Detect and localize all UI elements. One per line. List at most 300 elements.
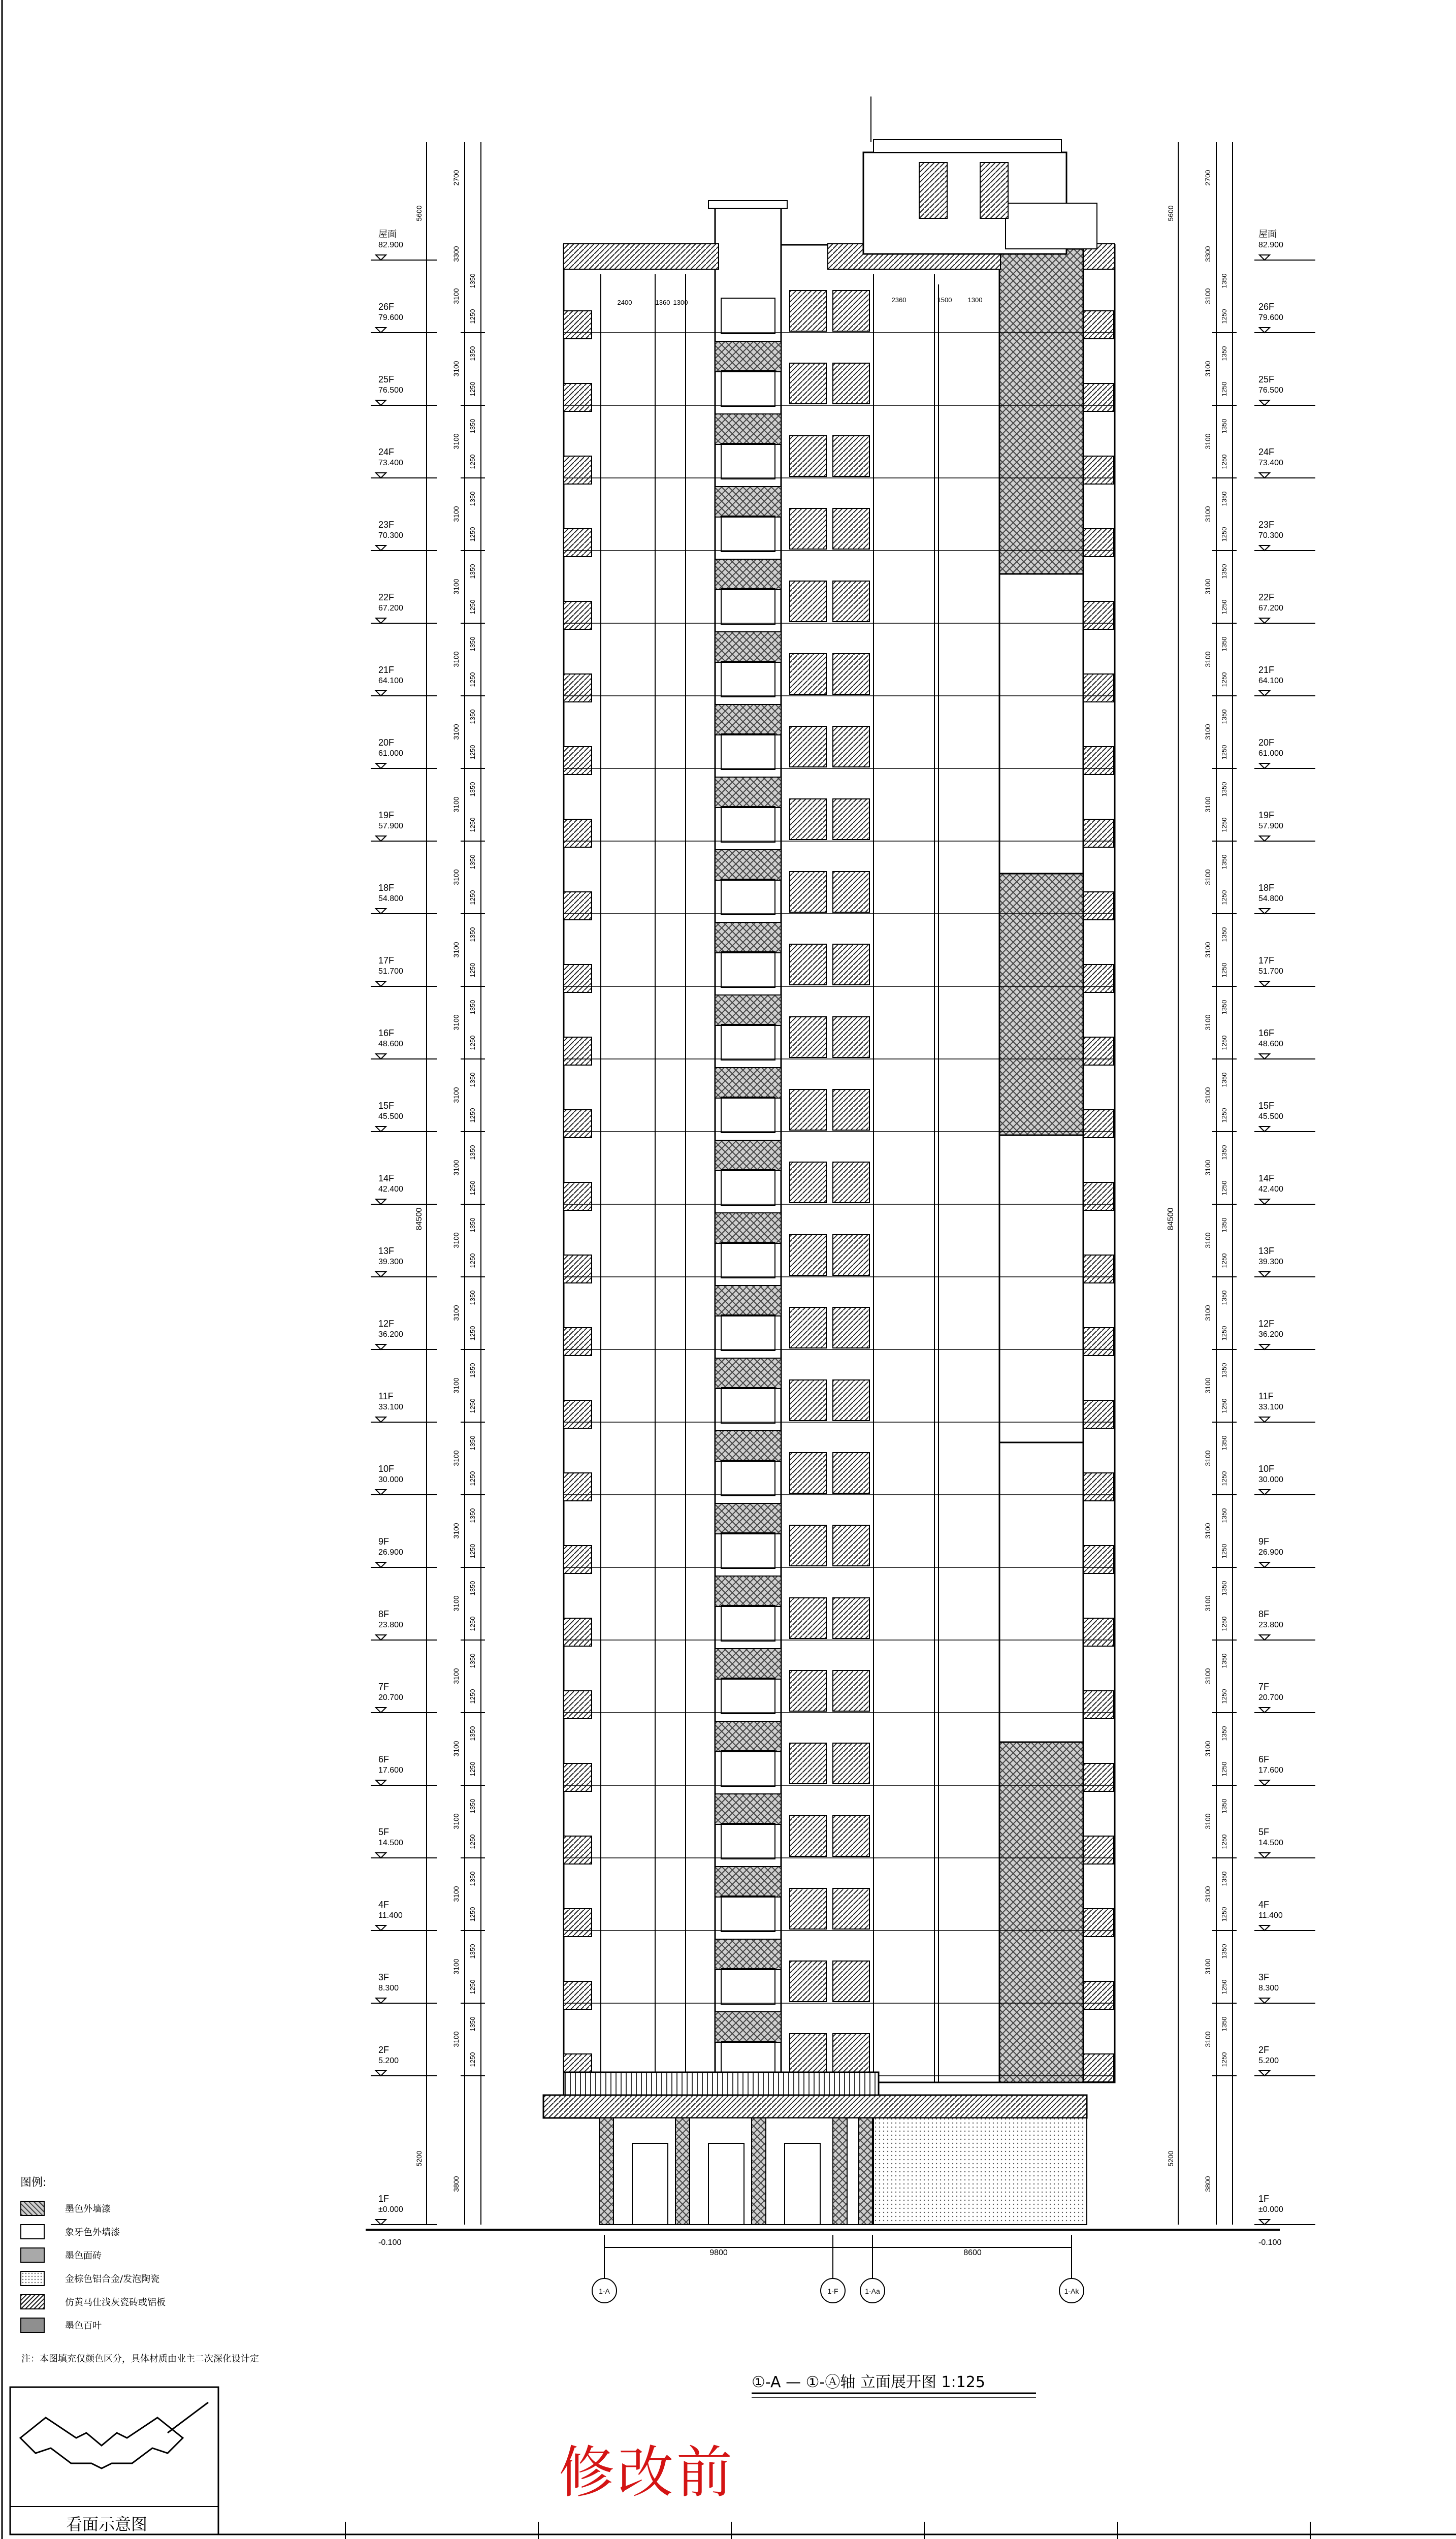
dim-label-sill: 1250 <box>469 1180 476 1196</box>
dim-label-sill: 1250 <box>469 527 476 542</box>
level-elevation: 57.900 <box>1258 822 1283 830</box>
ground-pier <box>858 2118 872 2225</box>
dim-label-floor: 3100 <box>452 651 460 667</box>
dim-label: 3800 <box>452 2176 460 2192</box>
dim-label-overall: 84500 <box>415 1207 424 1231</box>
dim-label-sill: 1250 <box>1220 1253 1228 1268</box>
level-triangle-icon <box>1259 1344 1270 1349</box>
right-window <box>1083 1037 1114 1065</box>
core-spandrel <box>715 1939 781 1970</box>
level-name: 19F <box>1258 810 1275 820</box>
left-window <box>564 1328 592 1356</box>
legend-title: 图例: <box>20 2176 47 2189</box>
right-window <box>1083 1618 1114 1646</box>
dim-label-sill: 1250 <box>469 1834 476 1849</box>
legend <box>20 2174 305 2337</box>
core-spandrel <box>715 559 781 590</box>
balcony-rail <box>790 291 826 331</box>
dim-label-sill: 1250 <box>469 1616 476 1631</box>
left-window <box>564 965 592 992</box>
balcony-rail <box>833 1162 869 1203</box>
level-name: 26F <box>378 302 395 312</box>
core-spandrel <box>715 850 781 880</box>
dim-label: 5600 <box>1167 205 1175 221</box>
level-triangle-icon <box>1259 981 1270 986</box>
dim-label-window: 1350 <box>469 1798 476 1814</box>
dim-label-window: 1350 <box>469 1653 476 1668</box>
dim-label-sill: 1250 <box>469 1326 476 1341</box>
dim-label-sill: 1250 <box>1220 1108 1228 1123</box>
dim-label-floor: 3100 <box>1204 651 1212 667</box>
ground-pier <box>599 2118 613 2225</box>
dim-label-floor: 3100 <box>1204 724 1212 740</box>
core-spandrel <box>715 414 781 444</box>
dim-label-window: 1350 <box>1220 927 1228 942</box>
level-name: 2F <box>378 2045 390 2055</box>
dim-label-floor: 3100 <box>452 1886 460 1902</box>
swatch-midgrey-icon <box>20 2318 45 2333</box>
balcony-rail <box>790 1598 826 1638</box>
balcony-rail <box>790 1235 826 1275</box>
legend-note: 注：本图填充仅颜色区分，具体材质由业主二次深化设计定 <box>21 2354 259 2364</box>
dim-label-floor: 3100 <box>1204 1668 1212 1684</box>
level-triangle-icon <box>1259 836 1270 841</box>
level-triangle-icon <box>376 2220 386 2225</box>
right-window <box>1083 1110 1114 1138</box>
level-triangle-icon <box>1259 1054 1270 1059</box>
level-triangle-icon <box>376 1272 386 1277</box>
legend-item <box>20 2197 305 2220</box>
left-window <box>564 674 592 702</box>
level-elevation: 76.500 <box>1258 386 1283 395</box>
level-triangle-icon <box>1259 909 1270 914</box>
key-plan-caption: 看面示意图 <box>66 2515 148 2534</box>
level-elevation: 23.800 <box>378 1621 403 1629</box>
dim-label-sill: 1250 <box>1220 1326 1228 1341</box>
level-name: 14F <box>1258 1173 1275 1183</box>
dim-label-floor: 3100 <box>452 1523 460 1539</box>
dim-label-window: 1350 <box>469 1145 476 1160</box>
level-triangle-icon <box>1259 473 1270 478</box>
dim-label-sill: 1250 <box>469 890 476 905</box>
level-elevation: 42.400 <box>1258 1185 1283 1194</box>
dim-label-floor: 3100 <box>1204 1450 1212 1466</box>
dim-label-sill: 1250 <box>469 1761 476 1777</box>
level-triangle-icon <box>376 1344 386 1349</box>
balcony-rail <box>790 363 826 404</box>
axis-markers <box>592 2235 1084 2303</box>
level-elevation: 33.100 <box>378 1403 403 1411</box>
right-window <box>1083 1691 1114 1719</box>
dim-label-window: 1350 <box>1220 1653 1228 1668</box>
dim-label-floor: 3100 <box>452 1668 460 1684</box>
right-window <box>1083 1328 1114 1356</box>
balcony-rail <box>833 1816 869 1856</box>
level-elevation: 11.400 <box>1258 1911 1283 1920</box>
dim-label-window: 1350 <box>1220 782 1228 797</box>
left-window <box>564 601 592 629</box>
dim-label-floor: 3100 <box>452 433 460 449</box>
dim-label-floor: 3100 <box>452 1741 460 1757</box>
balcony-rail <box>833 436 869 476</box>
right-window <box>1083 819 1114 847</box>
level-name: 25F <box>1258 374 1275 384</box>
dim-label-window: 1350 <box>469 854 476 870</box>
level-triangle-icon <box>1259 1853 1270 1858</box>
dim-label-floor: 3100 <box>452 2031 460 2047</box>
left-window <box>564 1763 592 1791</box>
dim-label-window: 1350 <box>469 491 476 506</box>
legend-label: 象牙色外墙漆 <box>65 2227 120 2238</box>
dim-label-floor: 3100 <box>452 1595 460 1612</box>
right-window <box>1083 1182 1114 1210</box>
dim-label-window: 1350 <box>1220 1363 1228 1378</box>
balcony-rail <box>790 1089 826 1130</box>
axis-dim-label: 8600 <box>963 2248 982 2257</box>
legend-item <box>20 2243 305 2267</box>
upper-dim-label: 2400 <box>617 299 632 306</box>
dim-label: 3800 <box>1204 2176 1212 2192</box>
core-spandrel <box>715 922 781 953</box>
dim-label-sill: 1250 <box>1220 1398 1228 1413</box>
level-triangle-icon <box>1259 545 1270 551</box>
core-spandrel <box>715 1285 781 1316</box>
level-elevation: 51.700 <box>378 967 403 976</box>
dim-label-window: 1350 <box>1220 1000 1228 1015</box>
dim-label-floor: 3100 <box>1204 1741 1212 1757</box>
dim-label-floor: 3100 <box>452 506 460 522</box>
dim-label-window: 1350 <box>1220 346 1228 361</box>
level-triangle-icon <box>1259 691 1270 696</box>
dim-label-sill: 1250 <box>469 381 476 397</box>
dim-label-sill: 1250 <box>1220 745 1228 760</box>
level-elevation: 23.800 <box>1258 1621 1283 1629</box>
dim-label-window: 1350 <box>1220 1290 1228 1305</box>
level-name: 24F <box>378 447 395 457</box>
level-elevation: 51.700 <box>1258 967 1283 976</box>
dim-label-sill: 1250 <box>1220 672 1228 687</box>
left-window <box>564 1909 592 1937</box>
dim-label-floor: 3100 <box>1204 1813 1212 1829</box>
level-name: 9F <box>378 1536 390 1547</box>
dim-label-window: 1350 <box>469 1363 476 1378</box>
level-name: 20F <box>378 737 395 748</box>
level-triangle-icon <box>376 1853 386 1858</box>
dim-label-sill: 1250 <box>1220 527 1228 542</box>
balcony-rail <box>790 1380 826 1421</box>
right-window <box>1083 601 1114 629</box>
dim-label-floor: 3100 <box>1204 506 1212 522</box>
dim-label-window: 1350 <box>1220 1217 1228 1233</box>
dim-label-window: 1350 <box>469 1072 476 1087</box>
dim-label-window: 1350 <box>1220 1871 1228 1886</box>
right-window <box>1083 1836 1114 1864</box>
dim-label-sill: 1250 <box>1220 962 1228 978</box>
level-elevation: 39.300 <box>1258 1258 1283 1266</box>
dim-label-window: 1350 <box>1220 1726 1228 1741</box>
dim-label-window: 1350 <box>469 1435 476 1451</box>
level-triangle-icon <box>1259 2220 1270 2225</box>
level-name: 18F <box>378 883 395 893</box>
core-spandrel <box>715 1867 781 1897</box>
balcony-rail <box>790 1743 826 1784</box>
dim-label-floor: 3100 <box>452 796 460 813</box>
level-elevation: 73.400 <box>1258 459 1283 467</box>
swatch-hatch-icon <box>20 2294 45 2309</box>
level-triangle-icon <box>376 255 386 260</box>
dim-label-sill: 1250 <box>1220 309 1228 324</box>
balcony-rail <box>790 1017 826 1057</box>
level-triangle-icon <box>1259 328 1270 333</box>
column-cap <box>708 201 787 208</box>
level-triangle-icon <box>376 473 386 478</box>
balcony-rail <box>790 1453 826 1493</box>
dim-label: 5200 <box>1167 2150 1175 2167</box>
dim-label-floor: 3100 <box>1204 578 1212 595</box>
level-name: 3F <box>1258 1972 1270 1982</box>
dim-label-sill: 1250 <box>1220 1979 1228 1995</box>
level-name: 13F <box>1258 1246 1275 1256</box>
dim-label-sill: 1250 <box>1220 1180 1228 1196</box>
swatch-cross-icon <box>20 2201 45 2216</box>
level-elevation: 30.000 <box>1258 1475 1283 1484</box>
level-elevation: 5.200 <box>378 2056 399 2065</box>
dim-label-floor: 3100 <box>452 1377 460 1394</box>
level-name: 7F <box>378 1682 390 1692</box>
dim-label-window: 1350 <box>469 1581 476 1596</box>
dim-label-sill: 1250 <box>469 309 476 324</box>
dim-label-window: 1350 <box>1220 636 1228 652</box>
balcony-rail <box>790 508 826 549</box>
dim-label-floor: 3100 <box>452 1813 460 1829</box>
dim-label-sill: 1250 <box>1220 1834 1228 1849</box>
left-window <box>564 1981 592 2009</box>
dim-label-floor: 3100 <box>452 1305 460 1321</box>
dim-label: 2700 <box>452 170 460 186</box>
ground-elevation: -0.100 <box>378 2238 402 2247</box>
dim-label-window: 1350 <box>1220 2016 1228 2032</box>
balcony-rail <box>833 1598 869 1638</box>
axis-label: 1-Aa <box>865 2287 880 2295</box>
balcony-rail <box>833 1453 869 1493</box>
level-triangle-icon <box>376 1417 386 1422</box>
level-triangle-icon <box>376 1054 386 1059</box>
level-triangle-icon <box>376 836 386 841</box>
balcony-rail <box>833 1089 869 1130</box>
axis-label: 1-A <box>599 2287 610 2295</box>
level-name: 23F <box>378 520 395 530</box>
balcony-rail <box>790 2034 826 2074</box>
level-triangle-icon <box>1259 763 1270 768</box>
podium-band <box>543 2095 1087 2118</box>
dim-label-floor: 3100 <box>1204 1305 1212 1321</box>
level-name: 17F <box>1258 955 1275 966</box>
right-level-annotations <box>1167 142 1315 2247</box>
axis-label: 1-F <box>827 2287 838 2295</box>
dim-label-sill: 1250 <box>469 1035 476 1050</box>
level-triangle-icon <box>376 981 386 986</box>
dim-label-overall: 84500 <box>1167 1207 1175 1231</box>
level-name: 25F <box>378 374 395 384</box>
dim-label-window: 1350 <box>1220 1798 1228 1814</box>
dim-label-sill: 1250 <box>1220 890 1228 905</box>
level-triangle-icon <box>1259 1708 1270 1713</box>
dim-label-floor: 3100 <box>1204 361 1212 377</box>
roof-vent <box>980 163 1008 218</box>
left-window <box>564 529 592 557</box>
left-window <box>564 456 592 484</box>
dim-label-sill: 1250 <box>1220 381 1228 397</box>
right-window <box>1083 2054 1114 2082</box>
left-window <box>564 383 592 411</box>
level-name: 16F <box>1258 1028 1275 1038</box>
building-elevation <box>366 97 1280 2230</box>
level-name: 11F <box>378 1391 394 1401</box>
blank-band-right <box>999 574 1083 874</box>
level-name: 3F <box>378 1972 390 1982</box>
balcony-rail <box>833 1307 869 1348</box>
core-spandrel <box>715 341 781 372</box>
dim-label-window: 1350 <box>469 1944 476 1959</box>
right-window <box>1083 674 1114 702</box>
dim-label-sill: 1250 <box>469 672 476 687</box>
level-triangle-icon <box>1259 618 1270 623</box>
left-window <box>564 1836 592 1864</box>
right-window <box>1083 1546 1114 1573</box>
dim-label-sill: 1250 <box>1220 1544 1228 1559</box>
dim-label: 2700 <box>1204 170 1212 186</box>
dim-label-window: 1350 <box>469 782 476 797</box>
dim-label-floor: 3100 <box>452 578 460 595</box>
left-window <box>564 819 592 847</box>
level-elevation: 36.200 <box>1258 1330 1283 1339</box>
swatch-blank-icon <box>20 2224 45 2239</box>
right-window <box>1083 383 1114 411</box>
swatch-dots-icon <box>20 2271 45 2286</box>
legend-item <box>20 2313 305 2337</box>
balcony-rail <box>790 1307 826 1348</box>
balcony-rail <box>790 1888 826 1929</box>
dim-label-window: 1350 <box>469 346 476 361</box>
dim-label-sill: 1250 <box>1220 1616 1228 1631</box>
upper-dim-label: 2360 <box>891 296 907 304</box>
dim-label-sill: 1250 <box>1220 2052 1228 2067</box>
dim-label-sill: 1250 <box>1220 1907 1228 1922</box>
core-spandrel <box>715 2012 781 2042</box>
axis-label: 1-Ak <box>1064 2287 1079 2295</box>
balcony-rail <box>790 581 826 622</box>
level-name: 20F <box>1258 737 1275 748</box>
balcony-rail <box>790 1670 826 1711</box>
left-window <box>564 1618 592 1646</box>
right-window <box>1083 1400 1114 1428</box>
level-elevation: 36.200 <box>378 1330 403 1339</box>
dim-label-floor: 3100 <box>1204 1595 1212 1612</box>
dim-label-sill: 1250 <box>1220 599 1228 615</box>
dim-label-sill: 1250 <box>1220 1689 1228 1704</box>
level-elevation: 76.500 <box>378 386 403 395</box>
level-elevation: ±0.000 <box>1258 2205 1283 2214</box>
level-name: 21F <box>1258 665 1275 675</box>
balcony-rail <box>790 1816 826 1856</box>
dim-label-floor: 3100 <box>452 288 460 304</box>
dim-label: 5200 <box>415 2150 423 2167</box>
level-name: 10F <box>1258 1464 1275 1474</box>
dim-label-floor: 3100 <box>1204 1014 1212 1031</box>
level-elevation: 8.300 <box>1258 1984 1279 1992</box>
core-spandrel <box>715 1431 781 1461</box>
balcony-rail <box>833 581 869 622</box>
balcony-rail <box>833 1670 869 1711</box>
level-elevation: 14.500 <box>378 1839 403 1847</box>
level-name: 7F <box>1258 1682 1270 1692</box>
dim-label-floor: 3100 <box>1204 1523 1212 1539</box>
level-name: 5F <box>378 1827 390 1837</box>
level-elevation: 45.500 <box>1258 1112 1283 1121</box>
balcony-rail <box>790 944 826 985</box>
right-window <box>1083 1981 1114 2009</box>
dim-label-floor: 3100 <box>1204 942 1212 958</box>
level-name: 4F <box>378 1900 390 1910</box>
balcony-rail <box>833 1888 869 1929</box>
dim-label-sill: 1250 <box>469 1979 476 1995</box>
ground-pier <box>675 2118 690 2225</box>
roof-parapet-left <box>564 244 719 269</box>
core-spandrel <box>715 1576 781 1606</box>
dim-label-sill: 1250 <box>469 1471 476 1486</box>
level-elevation: 70.300 <box>378 531 403 540</box>
level-elevation: 82.900 <box>1258 241 1283 249</box>
level-elevation: 67.200 <box>1258 604 1283 613</box>
dim-label-window: 1350 <box>469 1290 476 1305</box>
level-elevation: 48.600 <box>378 1040 403 1048</box>
level-name: 6F <box>378 1754 390 1764</box>
level-triangle-icon <box>376 763 386 768</box>
level-triangle-icon <box>1259 1272 1270 1277</box>
dim-label-sill: 1250 <box>469 1907 476 1922</box>
core-spandrel <box>715 1794 781 1824</box>
dim-label-sill: 1250 <box>469 599 476 615</box>
legend-item <box>20 2267 305 2290</box>
level-elevation: 61.000 <box>378 749 403 758</box>
level-elevation: 61.000 <box>1258 749 1283 758</box>
level-elevation: 39.300 <box>378 1258 403 1266</box>
dim-label-floor: 3100 <box>1204 288 1212 304</box>
balcony-rail <box>833 872 869 912</box>
level-triangle-icon <box>376 1925 386 1931</box>
left-window <box>564 747 592 775</box>
dim-label-floor: 3100 <box>1204 433 1212 449</box>
level-triangle-icon <box>1259 2071 1270 2076</box>
level-elevation: 45.500 <box>378 1112 403 1121</box>
swatch-grey-icon <box>20 2247 45 2263</box>
dim-label-sill: 1250 <box>469 745 476 760</box>
roof-box <box>1006 203 1097 249</box>
dim-label-floor: 3100 <box>1204 869 1212 885</box>
dim-label-sill: 1250 <box>469 1253 476 1268</box>
dim-label-floor: 3100 <box>452 1450 460 1466</box>
left-window <box>564 311 592 339</box>
level-name: 26F <box>1258 302 1275 312</box>
dim-label-floor: 3100 <box>1204 1160 1212 1176</box>
level-triangle-icon <box>376 618 386 623</box>
dim-label-window: 1350 <box>469 709 476 724</box>
dim-label-sill: 1250 <box>1220 454 1228 469</box>
level-triangle-icon <box>1259 1199 1270 1204</box>
blank-band-right <box>999 1442 1083 1742</box>
upper-dim-label: 1500 <box>937 296 952 304</box>
legend-label: 墨色面砖 <box>65 2251 102 2261</box>
